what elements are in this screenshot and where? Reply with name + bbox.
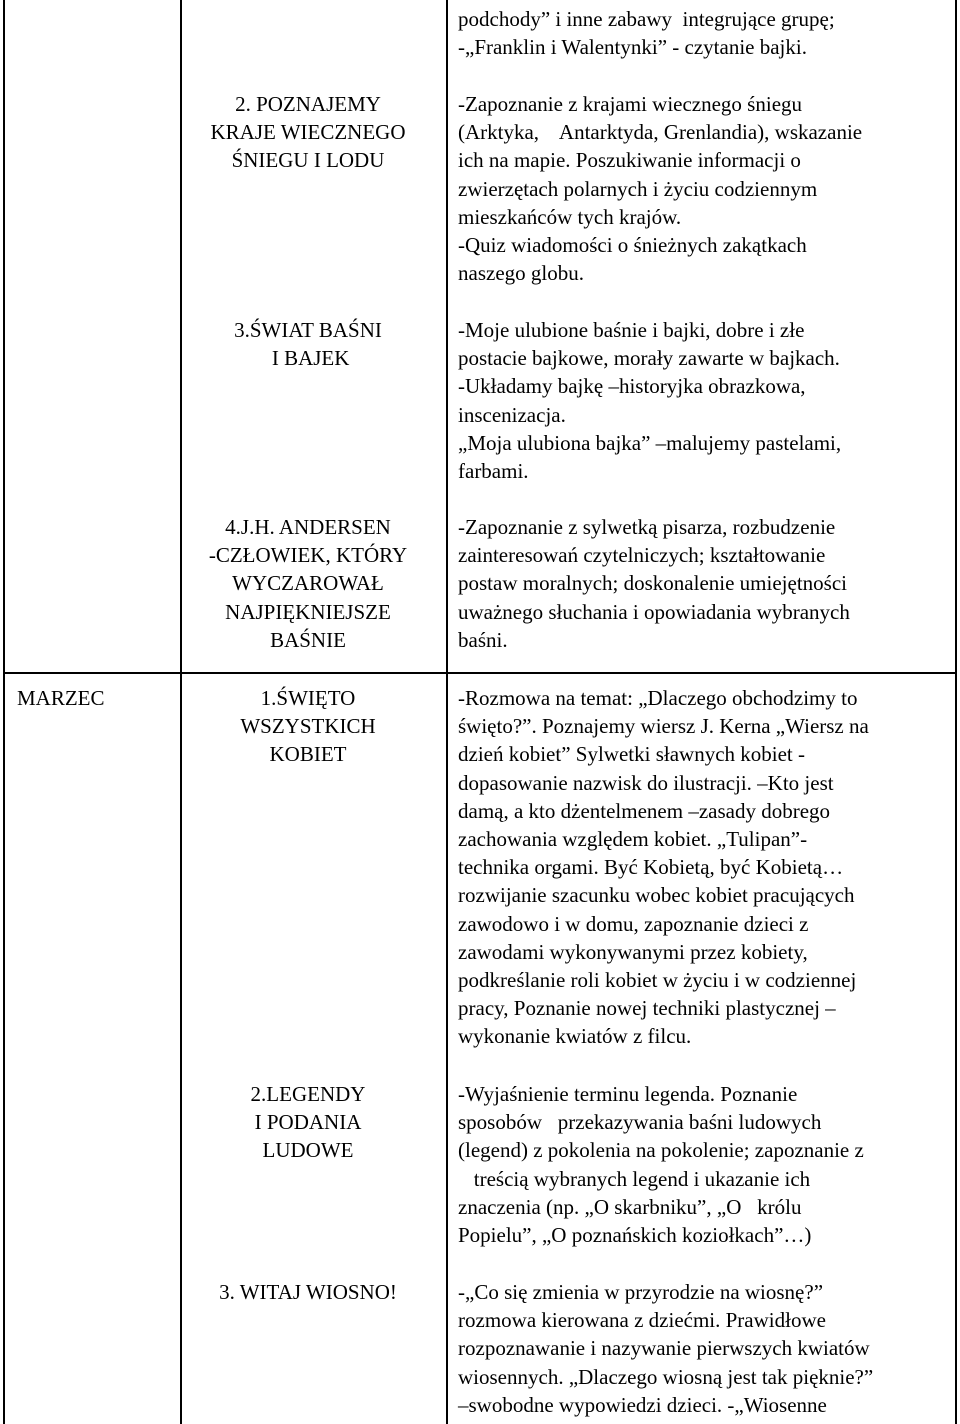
- description-poznajemy-kraje: -Zapoznanie z krajami wiecznego śniegu (Arktyka, Antarktyda, Grenlandia), wskazanie ich na mapie. Poszukiwanie informacji o zwierzętach polarnych i życiu codziennym mieszkańców tych krajów. -Quiz wiadomości o śnieżnych zakątkach naszego globu.: [458, 92, 863, 286]
- table-row-divider-marzec: [3, 672, 957, 674]
- description-swiat-basni: -Moje ulubione baśnie i bajki, dobre i złe postacie bajkowe, morały zawarte w bajkach. -Układamy bajkę –historyjka obrazkowa, inscenizacja. „Moja ulubiona bajka” –malujemy pastelami, farbami.: [458, 318, 842, 484]
- topic-andersen: 4.J.H. ANDERSEN -CZŁOWIEK, KTÓRY WYCZAROWAŁ NAJPIĘKNIEJSZE BAŚNIE: [208, 515, 408, 652]
- description-legendy: -Wyjaśnienie terminu legenda. Poznanie sposobów przekazywania baśni ludowych (legend) z pokolenia na pokolenie; zapoznanie z treścią wybranych legend i ukazanie ich znaczenia (np. „O skarbniku”, „O królu Popielu”, „O poznańskich koziołkach”…): [458, 1082, 864, 1248]
- description-witaj-wiosno: -„Co się zmienia w przyrodzie na wiosnę?” rozmowa kierowana z dziećmi. Prawidłowe rozpoznawanie i nazywanie pierwszych kwiatów wiosennych. „Dlaczego wiosną jest tak pięknie?” –swobodne wypowiedzi dzieci. -„Wiosenne: [458, 1280, 874, 1417]
- description-swieto-kobiet: -Rozmowa na temat: „Dlaczego obchodzimy to święto?”. Poznajemy wiersz J. Kerna „Wiersz na dzień kobiet” Sylwetki sławnych kobiet - dopasowanie nazwisk do ilustracji. –Kto jest damą, a kto dżentelmenem –zasady dobrego zachowania względem kobiet. „Tulipan”- technika orgami. Być Kobietą, być Kobietą… rozwijanie szacunku wobec kobiet pracujących zawodowo i w domu, zapoznanie dzieci z zawodami wykonywanymi przez kobiety, podkreślanie roli kobiet w życiu i w codziennej pracy, Poznanie nowej techniki plastycznej – wykonanie kwiatów z filcu.: [458, 686, 869, 1049]
- table-divider-topic-description: [446, 0, 448, 1424]
- month-marzec: MARZEC: [17, 686, 105, 710]
- table-border-left: [3, 0, 5, 1424]
- topic-poznajemy-kraje: 2. POZNAJEMY KRAJE WIECZNEGO ŚNIEGU I LODU: [210, 92, 406, 173]
- topic-swiat-basni: 3.ŚWIAT BAŚNI I BAJEK: [234, 318, 382, 371]
- table-border-right: [955, 0, 957, 1424]
- topic-swieto-kobiet: 1.ŚWIĘTO WSZYSTKICH KOBIET: [240, 686, 376, 767]
- description-top-continued: podchody” i inne zabawy integrujące grupę; -„Franklin i Walentynki” - czytanie bajki.: [458, 7, 835, 60]
- description-andersen: -Zapoznanie z sylwetką pisarza, rozbudzenie zainteresowań czytelniczych; kształtowanie postaw moralnych; doskonalenie umiejętności uważnego słuchania i opowiadania wybranych baśni.: [458, 515, 850, 652]
- topic-witaj-wiosno: 3. WITAJ WIOSNO!: [219, 1280, 397, 1304]
- topic-legendy: 2.LEGENDY I PODANIA LUDOWE: [250, 1082, 366, 1163]
